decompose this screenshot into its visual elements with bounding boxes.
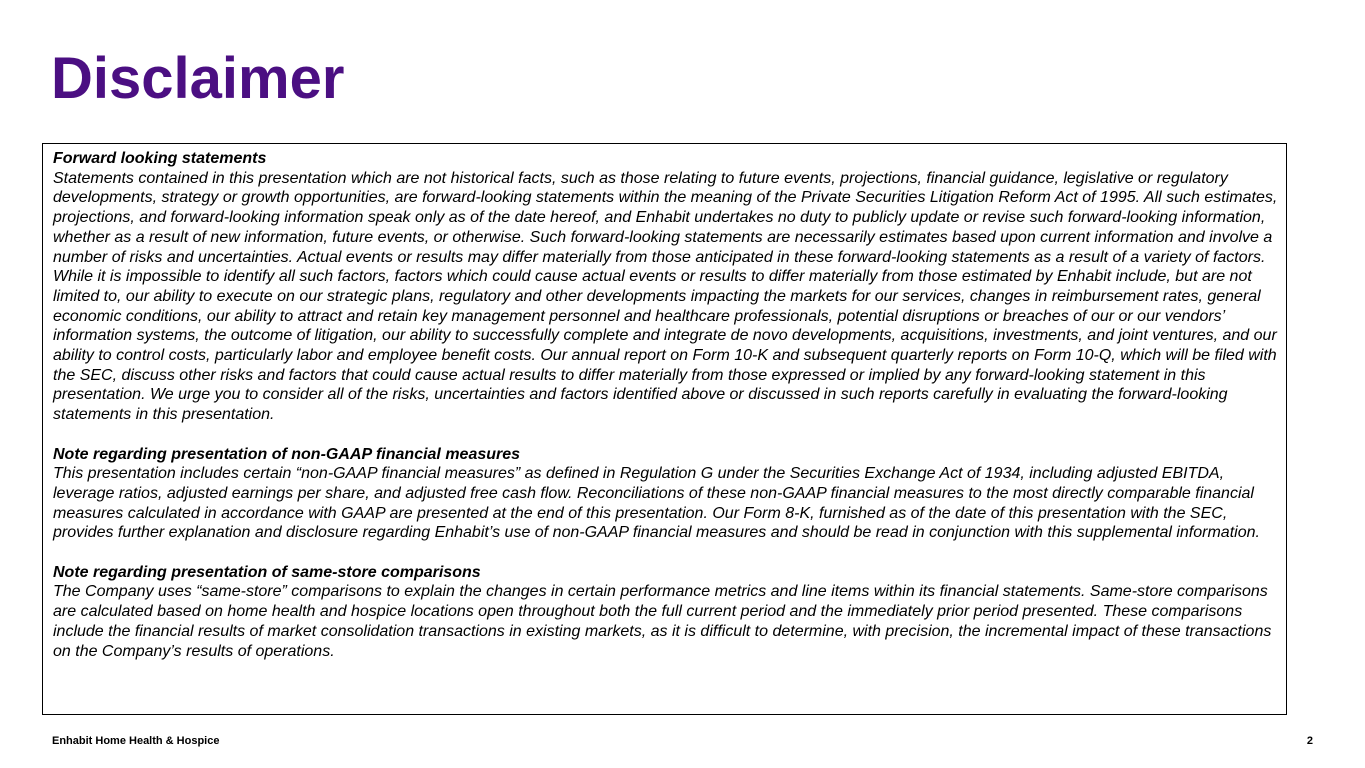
section-heading: Note regarding presentation of same-store comparisons xyxy=(53,563,481,581)
section-heading: Forward looking statements xyxy=(53,150,267,167)
page-title: Disclaimer xyxy=(51,46,345,111)
disclaimer-box xyxy=(42,143,1287,715)
footer-company-name: Enhabit Home Health & Hospice xyxy=(52,735,220,747)
section-body: The Company uses “same-store” comparisons to explain the changes in certain performance metrics and line items within its financial statements. Same-store comparisons are calculated based on home health and hospice locations open throughout both the full current period and the immediately prior period presented. These comparisons include the financial results of market consolidation transactions in existing markets, as it is difficult to determine, with precision, the incremental impact of these transactions on the Company’s results of operations. xyxy=(53,583,1272,660)
non-gaap-section xyxy=(53,445,1278,544)
forward-looking-section xyxy=(53,149,1278,425)
section-heading: Note regarding presentation of non-GAAP financial measures xyxy=(53,445,521,463)
page-number: 2 xyxy=(1306,735,1313,747)
same-store-section xyxy=(53,563,1278,662)
section-body: This presentation includes certain “non-GAAP financial measures” as defined in Regulation G under the Securities Exchange Act of 1934, including adjusted EBITDA, leverage ratios, adjusted earnings per share, and adjusted free cash flow. Reconciliations of these non-GAAP financial measures to the most directly comparable financial measures calculated in accordance with GAAP are presented at the end of this presentation. Our Form 8-K, furnished as of the date of this presentation with the SEC, provides further explanation and disclosure regarding Enhabit’s use of non-GAAP financial measures and should be read in conjunction with this supplemental information. xyxy=(53,465,1260,542)
section-body: Statements contained in this presentation which are not historical facts, such as those relating to future events, projections, financial guidance, legislative or regulatory developments, strategy or growth opportunities, are forward-looking statements within the meaning of the Private Securities Litigation Reform Act of 1995. All such estimates, projections, and forward-looking information speak only as of the date hereof, and Enhabit undertakes no duty to publicly update or revise such forward-looking information, whether as a result of new information, future events, or otherwise. Such forward-looking statements are necessarily estimates based upon current information and involve a number of risks and uncertainties. Actual events or results may differ materially from those anticipated in these forward-looking statements as a result of a variety of factors. While it is impossible to identify all such factors, factors which could cause actual events or results to differ materially from those estimated by Enhabit include, but are not limited to, our ability to execute on our strategic plans, regulatory and other developments impacting the markets for our services, changes in reimbursement rates, general economic conditions, our ability to attract and retain key management personnel and healthcare professionals, potential disruptions or breaches of our or our vendors’ information systems, the outcome of litigation, our ability to successfully complete and integrate de novo developments, acquisitions, investments, and joint ventures, and our ability to control costs, particularly labor and employee benefit costs. Our annual report on Form 10-K and subsequent quarterly reports on Form 10-Q, which will be filed with the SEC, discuss other risks and factors that could cause actual results to differ materially from those expressed or implied by any forward-looking statement in this presentation. We urge you to consider all of the risks, uncertainties and factors identified above or discussed in such reports carefully in evaluating the forward-looking statements in this presentation. xyxy=(53,169,1278,424)
